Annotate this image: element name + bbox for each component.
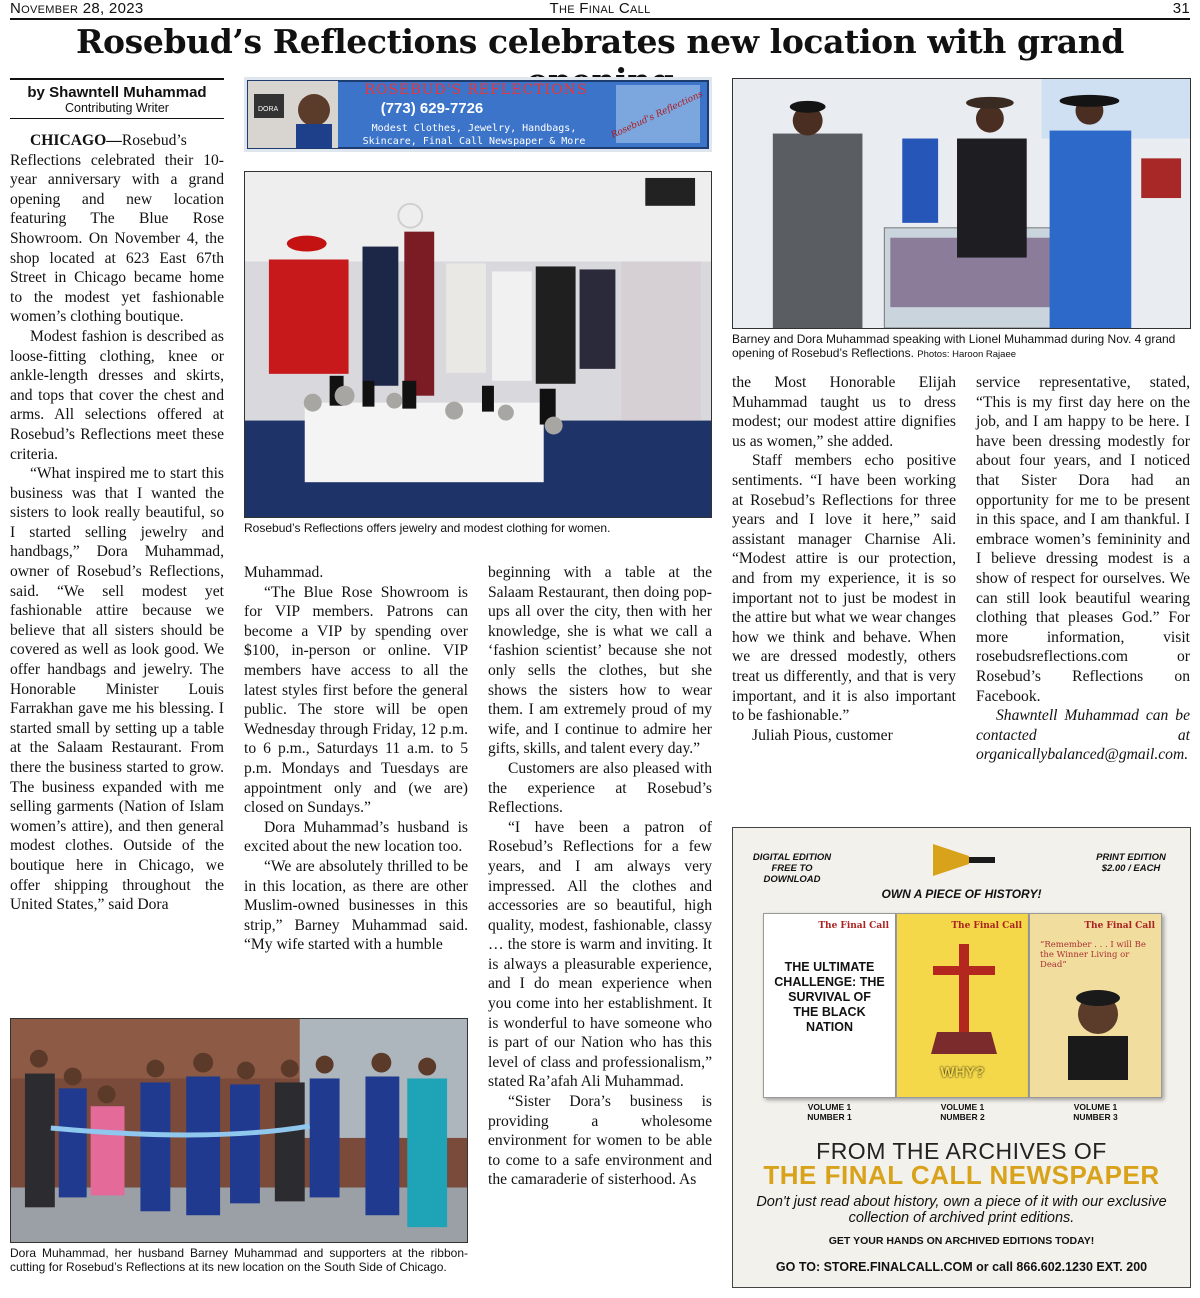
dateline: CHICAGO— [30,132,122,149]
ad-slogan: OWN A PIECE OF HISTORY! [881,887,1042,901]
photo-credit: Photos: Haroon Rajaee [917,349,1017,360]
archive-cover-3[interactable] [1029,913,1162,1098]
speaker-portrait-icon [1060,984,1136,1080]
grand-opening-caption: Barney and Dora Muhammad speaking with Lionel Muhammad during Nov. 4 grand opening of Rosebud’s Reflections. Photos: Haroon Rajaee [732,332,1176,360]
cover-masthead: The Final Call [1084,921,1155,931]
archive-cover-2[interactable] [896,913,1029,1098]
paragraph: Modest fashion is described as loose-fitting clothing, knee or ankle-length dresses and skirts, and tops that cover the chest and arms. All selections offered at Rosebud’s Reflections meet these criteria. [10,327,224,463]
sign-side: Rosebud's Reflections [609,89,705,141]
author-name: by Shawntell Muhammad [27,84,207,101]
paragraph: “I have been a patron of Rosebud’s Reflections for a few years, and I am always very impressed. All the clothes and accessories are so beautiful, high quality, modest, fashionable, classy … the store is warm and inviting. It is always a pleasurable experience, and I do mean experience when you come into her establishment. It is wonderful to have someone who is part of our Nation who has this level of class and professionalism,” stated Ra’afah Ali Muhammad. [488,818,712,1091]
paragraph: service representative, stated, “This is my first day here on the job, and I am happy to be here. I have been dressing modestly for about four years, and I noticed that Sister Dora had an opportunity for me to be present in this space, and I am thankful. I embrace women’s femininity and I believe dressing modest is a show of respect for ourselves. We can still look beautiful wearing clothing that pleases God.” For more information, visit rosebudsreflections.com or Rosebud’s Reflections on Facebook. [976,374,1190,705]
store-interior-photo [244,171,712,518]
grand-opening-photo [732,78,1191,329]
cover-headline: THE ULTIMATE CHALLENGE: THE SURVIVAL OF THE BLACK NATION [774,960,885,1034]
author-contact: Shawntell Muhammad can be contacted at organicallybalanced@gmail.com. [976,707,1190,764]
sign-dora: DORA [258,106,279,113]
paragraph: “Sister Dora’s business is providing a wholesome environment for women to be able to come to a safe environment and the camaraderie of sisterhood. As [488,1093,712,1189]
crucifix-icon [921,944,1007,1064]
paragraph: the Most Honorable Elijah Muhammad taught us to dress modest; our modest attire dignifies us as women,” she added. [732,374,956,450]
ad-call-to-action: GET YOUR HANDS ON ARCHIVED EDITIONS TODAY! [828,1235,1095,1247]
ad-tagline: Don't just read about history, own a piece of it with our exclusive collection of archived print editions. [756,1194,1167,1226]
ad-heading: FROM THE ARCHIVES OF [816,1138,1107,1164]
volume-label: VOLUME 1 NUMBER 2 [940,1102,985,1122]
ribbon-cutting-photo [10,1018,468,1243]
ad-store-link[interactable]: GO TO: STORE.FINALCALL.COM or call 866.602.1230 EXT. 200 [775,1260,1148,1274]
cover-masthead: The Final Call [951,921,1022,931]
store-photo-caption: Rosebud’s Reflections offers jewelry and modest clothing for women. [244,521,611,535]
paragraph: Muhammad. [244,564,324,581]
storefront-sign-photo [244,77,712,152]
paragraph: beginning with a table at the Salaam Restaurant, then doing pop-ups all over the city, then with her knowledge, she is what we call a ‘fashion scientist’ because she not only sells the clothes, but she shows the sisters how to wear them. I am extremely proud of my wife, and I continue to admire her gifts, skills, and talent every day.” [488,564,712,758]
paragraph: “What inspired me to start this business was that I wanted the sisters to look really beautiful, so I started selling jewelry and handbags,” Dora Muhammad, owner of Rosebud’s Reflections, said. “We sell modest yet fashionable attire because we believe that all sisters should be covered as well as look good. We offer handbags and jewelry. The Honorable Minister Louis Farrakhan gave me his blessing. I started small by setting up a table at the Salaam Restaurant. From there the business started to grow. The business expanded with me selling garments (Nation of Islam women’s attire), and then general modest clothes. Outside of the boutique here in Chicago, we offer shipping throughout the United States,” said Dora [10,465,224,914]
ribbon-cutting-caption: Dora Muhammad, her husband Barney Muhammad and supporters at the ribbon-cutting for Rosebud’s Reflections at its new location on the South Side of Chicago. [10,1246,468,1274]
cover-headline: “Remember . . . I will Be the Winner Living or Dead” [1040,940,1146,970]
cover-headline: WHY? [940,1064,985,1081]
paragraph: Customers are also pleased with the experience at Rosebud’s Reflections. [488,759,712,817]
sign-line1: Modest Clothes, Jewelry, Handbags, [371,123,577,134]
byline [10,78,224,119]
page-header [10,0,1190,20]
article-column-2 [244,563,468,955]
paragraph: Juliah Pious, customer [752,726,893,744]
paragraph: Staff members echo positive sentiments. “I have been working at Rosebud’s Reflections for three years and I love it here,” said assistant manager Charnise Ali. “Modest attire is our protection, and from my experience, it is so important not to just be modest in the attire but what we wear changes how we think and behave. When we are dressed modestly, others treat us differently, and that is very important, and it is also important to be fashionable.” [732,452,956,725]
header-rule [10,18,1190,20]
paragraph: Dora Muhammad’s husband is excited about the new location too. [244,818,468,856]
article-headline: Rosebud’s Reflections celebrates new location with grand [76,22,1124,61]
issue-date: November 28, 2023 [10,0,144,17]
article-column-5 [976,373,1190,765]
paragraph: CHICAGO—Rosebud’s Reflections celebrated their 10-year anniversary with a grand opening and new location featuring The Blue Rose Showroom. On November 4, the shop located at 623 East 67th Street in Chicago became home to the modest yet fashionable women’s clothing boutique. [10,132,224,326]
volume-label: VOLUME 1 NUMBER 3 [1073,1102,1118,1122]
digital-edition-label: DIGITAL EDITION FREE TO DOWNLOAD [752,852,832,885]
article-column-1 [10,131,224,915]
print-edition-label: PRINT EDITION $2.00 / EACH [1096,852,1166,874]
sign-name: ROSEBUD'S REFLECTIONS [364,82,588,98]
page-number: 31 [1172,0,1190,17]
article-column-4 [732,373,956,745]
trumpet-icon [929,838,999,882]
paragraph: “We are absolutely thrilled to be in this location, as there are other Muslim-owned businesses in this strip,” Barney Muhammad said. “My wife started with a humble [244,857,468,954]
ad-paper-name: THE FINAL CALL NEWSPAPER [763,1160,1160,1190]
volume-label: VOLUME 1 NUMBER 1 [807,1102,852,1122]
paper-name: The Final Call [549,0,651,17]
author-title: Contributing Writer [65,101,169,115]
article-column-3 [488,563,712,1190]
archive-cover-1[interactable] [763,913,896,1098]
paragraph: “The Blue Rose Showroom is for VIP members. Patrons can become a VIP by spending over $100, in-person or online. VIP members have access to all the latest styles first before the general public. The store will be open Wednesday through Friday, 12 p.m. to 6 p.m., Saturdays 11 a.m. to 5 p.m. Mondays and Tuesdays are appointment only and (we are) closed on Sundays.” [244,583,468,817]
cover-masthead: The Final Call [818,921,889,931]
sign-line2: Skincare, Final Call Newspaper & More [362,136,586,147]
final-call-archives-ad[interactable] [732,827,1191,1288]
sign-phone: (773) 629-7726 [380,100,484,117]
